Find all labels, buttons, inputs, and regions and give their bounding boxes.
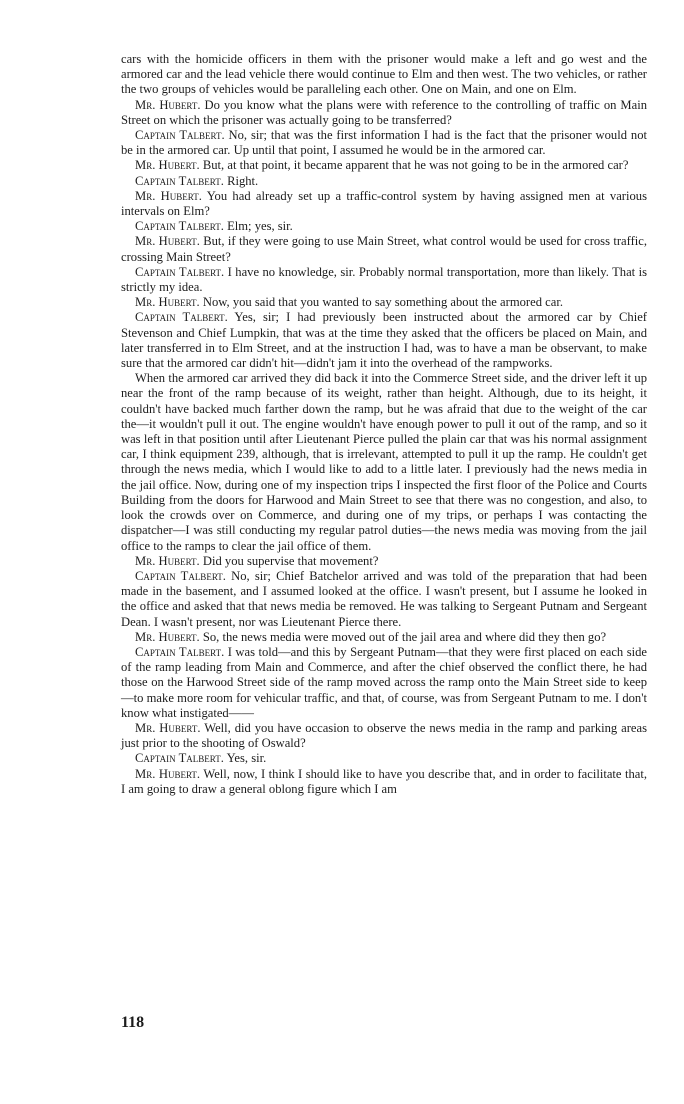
speaker-label: Mr. Hubert. (135, 766, 201, 781)
paragraph-text: Yes, sir. (226, 751, 267, 766)
paragraph (121, 751, 647, 766)
paragraph-text: Right. (227, 173, 259, 188)
paragraph (121, 371, 647, 553)
paragraph-text: Well, now, I think I should like to have you describe that, and in order to facilitate that, I am going to draw a general oblong figure which I am (121, 766, 648, 796)
paragraph (121, 219, 647, 234)
paragraph-text: Elm; yes, sir. (227, 219, 293, 234)
paragraph (121, 265, 647, 295)
paragraph-text: Yes, sir; I had previously been instructed about the armored car by Chief Stevenson and Chief Lumpkin, that was at the time they asked that the officers be placed on Main, and later transferred in to Elm Street, and at the instruction I had, was to have a man be observant, to make sure that the armored car didn't hit—didn't jam it into the overhead of the rampworks. (121, 310, 647, 371)
speaker-label: Mr. Hubert. (135, 295, 200, 310)
paragraph-text: But, if they were going to use Main Street, what control would be used for cross traffic, crossing Main Street? (121, 234, 648, 264)
document-page (121, 52, 647, 797)
paragraph (121, 554, 647, 569)
speaker-label: Captain Talbert. (135, 644, 225, 659)
speaker-label: Mr. Hubert. (135, 720, 201, 735)
speaker-label: Mr. Hubert. (135, 188, 202, 203)
speaker-label: Captain Talbert. (135, 310, 228, 325)
paragraph-text: No, sir; Chief Batchelor arrived and was told of the preparation that had been made in the basement, and I assumed looked at the office. I wasn't present, but I assume he looked in the office and asked that that news media be removed. He was talking to Sergeant Putnam and Sergeant Dean. I wasn't present, nor was Lieutenant Pierce there. (121, 568, 647, 629)
paragraph (121, 52, 647, 98)
speaker-label: Mr. Hubert. (135, 234, 200, 249)
speaker-label: Captain Talbert. (135, 219, 224, 234)
speaker-label: Mr. Hubert. (135, 553, 200, 568)
paragraph (121, 98, 647, 128)
paragraph-text: When the armored car arrived they did back it into the Commerce Street side, and the driver left it up near the front of the ramp because of its weight, rather than height. Although, due to its height, it couldn't have backed much farther down the ramp, but he was afraid that due to the weight of the car the—it wouldn't pull it out. The engine wouldn't have enough power to pull it out of the ramp, and so it was left in that position until after Lieutenant Pierce pulled the plain car that was his normal assignment car, I think equipment 239, although, that is irrelevant, attempted to pull it up the ramp. He couldn't get through the news media, which I would like to add to a little later. I previously had the news media in the jail office. Now, during one of my inspection trips I inspected the first floor of the Police and Courts Building from the doors for Harwood and Main Street to see that there was no congestion, and also, to look the crowds over on Commerce, and during one of my trips, or perhaps I was contacting the dispatcher—I was still conducting my regular patrol duties—the news media was moving from the jail office to the ramps to clear the jail office of them. (121, 371, 647, 553)
paragraph-text: So, the news media were moved out of the jail area and where did they then go? (202, 629, 607, 644)
paragraph-text: But, at that point, it became apparent that he was not going to be in the armored car? (202, 158, 629, 173)
paragraph-text: You had already set up a traffic-control system by having assigned men at various intervals on Elm? (121, 188, 647, 219)
paragraph-text: Did you supervise that movement? (202, 553, 379, 568)
paragraph (121, 630, 647, 645)
paragraph-text: No, sir; that was the first information I had is the fact that the prisoner would not be in the armored car. Up until that point, I assumed he would be in the armored car. (121, 128, 647, 158)
paragraph (121, 295, 647, 310)
speaker-label: Captain Talbert. (135, 568, 226, 583)
paragraph (121, 234, 647, 264)
speaker-label: Mr. Hubert. (135, 158, 200, 173)
paragraph-text: I was told—and this by Sergeant Putnam—that they were first placed on each side of the ramp leading from Main and Commerce, and after the chief observed the conflict there, he had those on the Harwood Street side of the ramp moved across the ramp onto the Main Street side to keep—to make more room for vehicular traffic, and that, of course, was from Sergeant Putnam to me. I don't know what instigated—— (121, 644, 647, 720)
paragraph (121, 721, 647, 751)
paragraph-text: cars with the homicide officers in them with the prisoner would make a left and go west and the armored car and the lead vehicle there would continue to Elm and then west. The two vehicles, or rather the two groups of vehicles would be paralleling each other. One on Main, and one on Elm. (121, 52, 647, 97)
paragraph (121, 645, 647, 721)
paragraph-text: Do you know what the plans were with reference to the controlling of traffic on Main Street on which the prisoner was actually going to be transferred? (121, 97, 648, 127)
paragraph-text: Now, you said that you wanted to say something about the armored car. (202, 295, 563, 310)
speaker-label: Mr. Hubert. (135, 629, 200, 644)
paragraph (121, 310, 647, 371)
paragraph (121, 128, 647, 158)
speaker-label: Mr. Hubert. (135, 97, 201, 112)
paragraph (121, 174, 647, 189)
speaker-label: Captain Talbert. (135, 751, 224, 766)
speaker-label: Captain Talbert. (135, 128, 225, 143)
speaker-label: Captain Talbert. (135, 264, 225, 279)
paragraph (121, 569, 647, 630)
paragraph (121, 767, 647, 797)
paragraph (121, 189, 647, 219)
paragraph-text: Well, did you have occasion to observe the news media in the ramp and parking areas just prior to the shooting of Oswald? (121, 720, 648, 751)
page-number: 118 (121, 1014, 145, 1031)
speaker-label: Captain Talbert. (135, 173, 224, 188)
paragraph (121, 158, 647, 173)
paragraph-text: I have no knowledge, sir. Probably normal transportation, more than likely. That is strictly my idea. (121, 264, 648, 295)
